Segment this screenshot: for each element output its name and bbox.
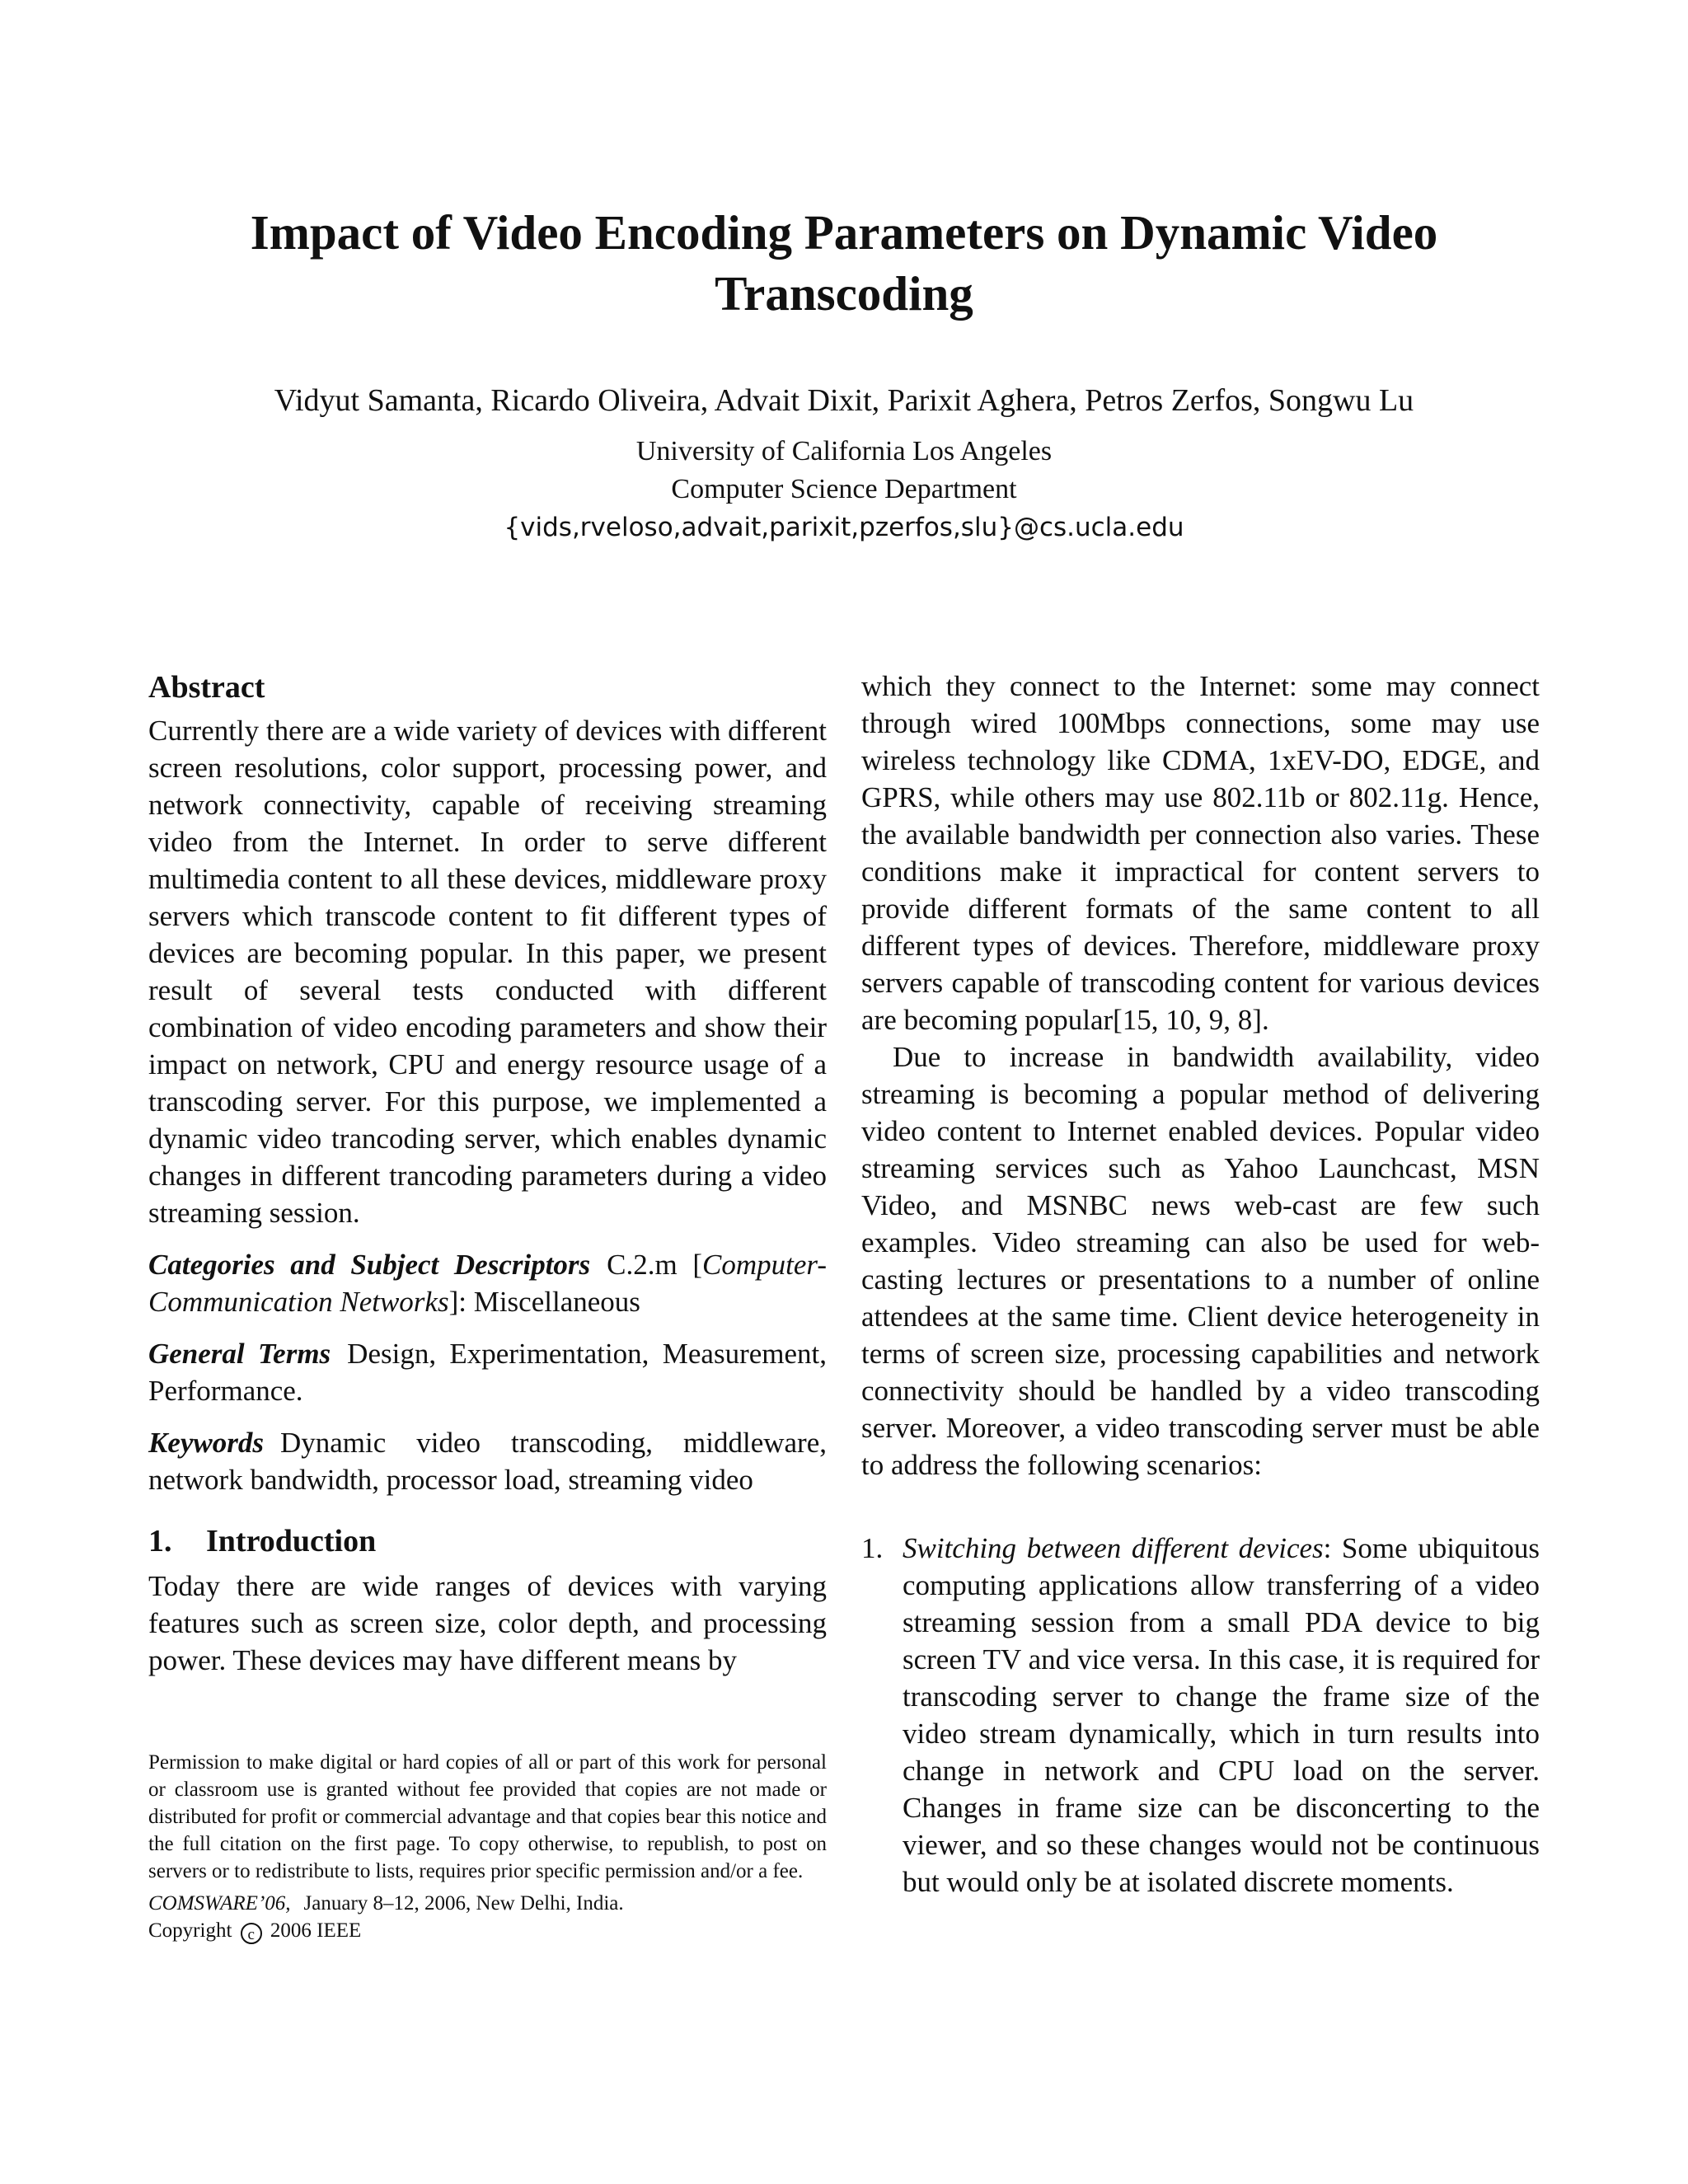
- permission-footnote: [148, 1749, 827, 1944]
- general-terms-block: [148, 1335, 827, 1409]
- section-title: Introduction: [206, 1524, 377, 1558]
- author-list: Vidyut Samanta, Ricardo Oliveira, Advait Dixit, Parixit Aghera, Petros Zerfos, Songwu Lu: [274, 383, 1414, 418]
- venue-line: [148, 1890, 827, 1917]
- categories-label: Categories and Subject Descriptors: [148, 1249, 591, 1281]
- list-item-text: [903, 1530, 1540, 1900]
- venue-name: COMSWARE’06,: [148, 1892, 291, 1915]
- affiliation-block: [124, 433, 1564, 546]
- right-column: [861, 668, 1540, 1900]
- general-terms-text: Design, Experimentation, Measurement, Performance.: [148, 1338, 827, 1407]
- keywords-label: Keywords: [148, 1427, 264, 1459]
- keywords-text: Dynamic video transcoding, middleware, network bandwidth, processor load, streaming video: [148, 1427, 827, 1496]
- copyright-icon: c: [241, 1923, 262, 1944]
- list-item-title: Switching between different devices: [903, 1532, 1324, 1564]
- copyright-line: [148, 1917, 827, 1944]
- affiliation-university: University of California Los Angeles: [635, 436, 1053, 466]
- abstract-text: Currently there are a wide variety of devices with different screen resolutions, color support, processing power, and network connectivity, capable of receiving streaming video from the Internet. In order to serve different multimedia content to all these devices, middleware proxy servers which transcode content to fit different types of devices are becoming popular. In this paper, we present result of several tests conducted with different combination of video encoding parameters and show their impact on network, CPU and energy resource usage of a transcoding server. For this purpose, we implemented a dynamic video trancoding server, which enables dynamic changes in different trancoding parameters during a video streaming session.: [148, 715, 827, 1229]
- categories-code: C.2.m [: [607, 1249, 703, 1281]
- categories-name: Computer-Communication Networks: [148, 1249, 827, 1318]
- categories-block: [148, 1246, 827, 1320]
- paper-title: Impact of Video Encoding Parameters on Dynamic Video Transcoding: [250, 205, 1438, 321]
- venue-details: January 8–12, 2006, New Delhi, India.: [303, 1892, 624, 1915]
- abstract-heading: Abstract: [148, 670, 265, 705]
- section-number: 1.: [148, 1524, 172, 1558]
- categories-rest: ]: Miscellaneous: [448, 1286, 640, 1318]
- list-item-body: : Some ubiquitous computing applications allow transferring of a video streaming session from a small PDA device to big screen TV and vice versa. In this case, it is required for transcoding server to change the frame size of the video stream dynamically, which in turn results into change in network and CPU load on the server. Changes in frame size can be disconcerting to the viewer, and so these changes would not be continuous but would only be at isolated discrete moments.: [903, 1532, 1540, 1898]
- left-column: [148, 668, 827, 1679]
- permission-text: Permission to make digital or hard copies of all or part of this work for personal or classroom use is granted without fee provided that copies are not made or distributed for profit or commercial advantage and that copies bear this notice and the full citation on the first page. To copy otherwise, to republish, to post on servers or to redistribute to lists, requires prior specific permission and/or a fee.: [148, 1751, 827, 1882]
- list-item: [861, 1530, 1540, 1900]
- introduction-paragraph-2: Due to increase in bandwidth availability, video streaming is becoming a popular method of delivering video content to Internet enabled devices. Popular video streaming services such as Yahoo Launchcast, MSN Video, and MSNBC news web-cast are few such examples. Video streaming can also be used for web-casting lectures or presentations to a number of online attendees at the same time. Client device heterogeneity in terms of screen size, processing capabilities and network connectivity should be handled by a video transcoding server. Moreover, a video transcoding server must be able to address the following scenarios:: [861, 1041, 1540, 1481]
- keywords-block: [148, 1424, 827, 1498]
- general-terms-label: General Terms: [148, 1338, 331, 1370]
- affiliation-department: Computer Science Department: [671, 474, 1017, 504]
- copyright-suffix: 2006 IEEE: [270, 1919, 362, 1942]
- introduction-heading: [148, 1521, 827, 1561]
- list-item-number: 1.: [861, 1532, 884, 1564]
- author-emails: {vids,rveloso,advait,parixit,pzerfos,slu}@cs.ucla.edu: [504, 513, 1184, 542]
- introduction-paragraph-1-continued: which they connect to the Internet: some may connect through wired 100Mbps connections, some may use wireless technology like CDMA, 1xEV-DO, EDGE, and GPRS, while others may use 802.11b or 802.11g. Hence, the available bandwidth per connection also varies. These conditions make it impractical for content servers to provide different formats of the same content to all different types of devices. Therefore, middleware proxy servers capable of transcoding content for various devices are becoming popular[15, 10, 9, 8].: [861, 670, 1540, 1036]
- introduction-paragraph-1: Today there are wide ranges of devices with varying features such as screen size, color depth, and processing power. These devices may have different means by: [148, 1570, 827, 1676]
- copyright-prefix: Copyright: [148, 1919, 232, 1942]
